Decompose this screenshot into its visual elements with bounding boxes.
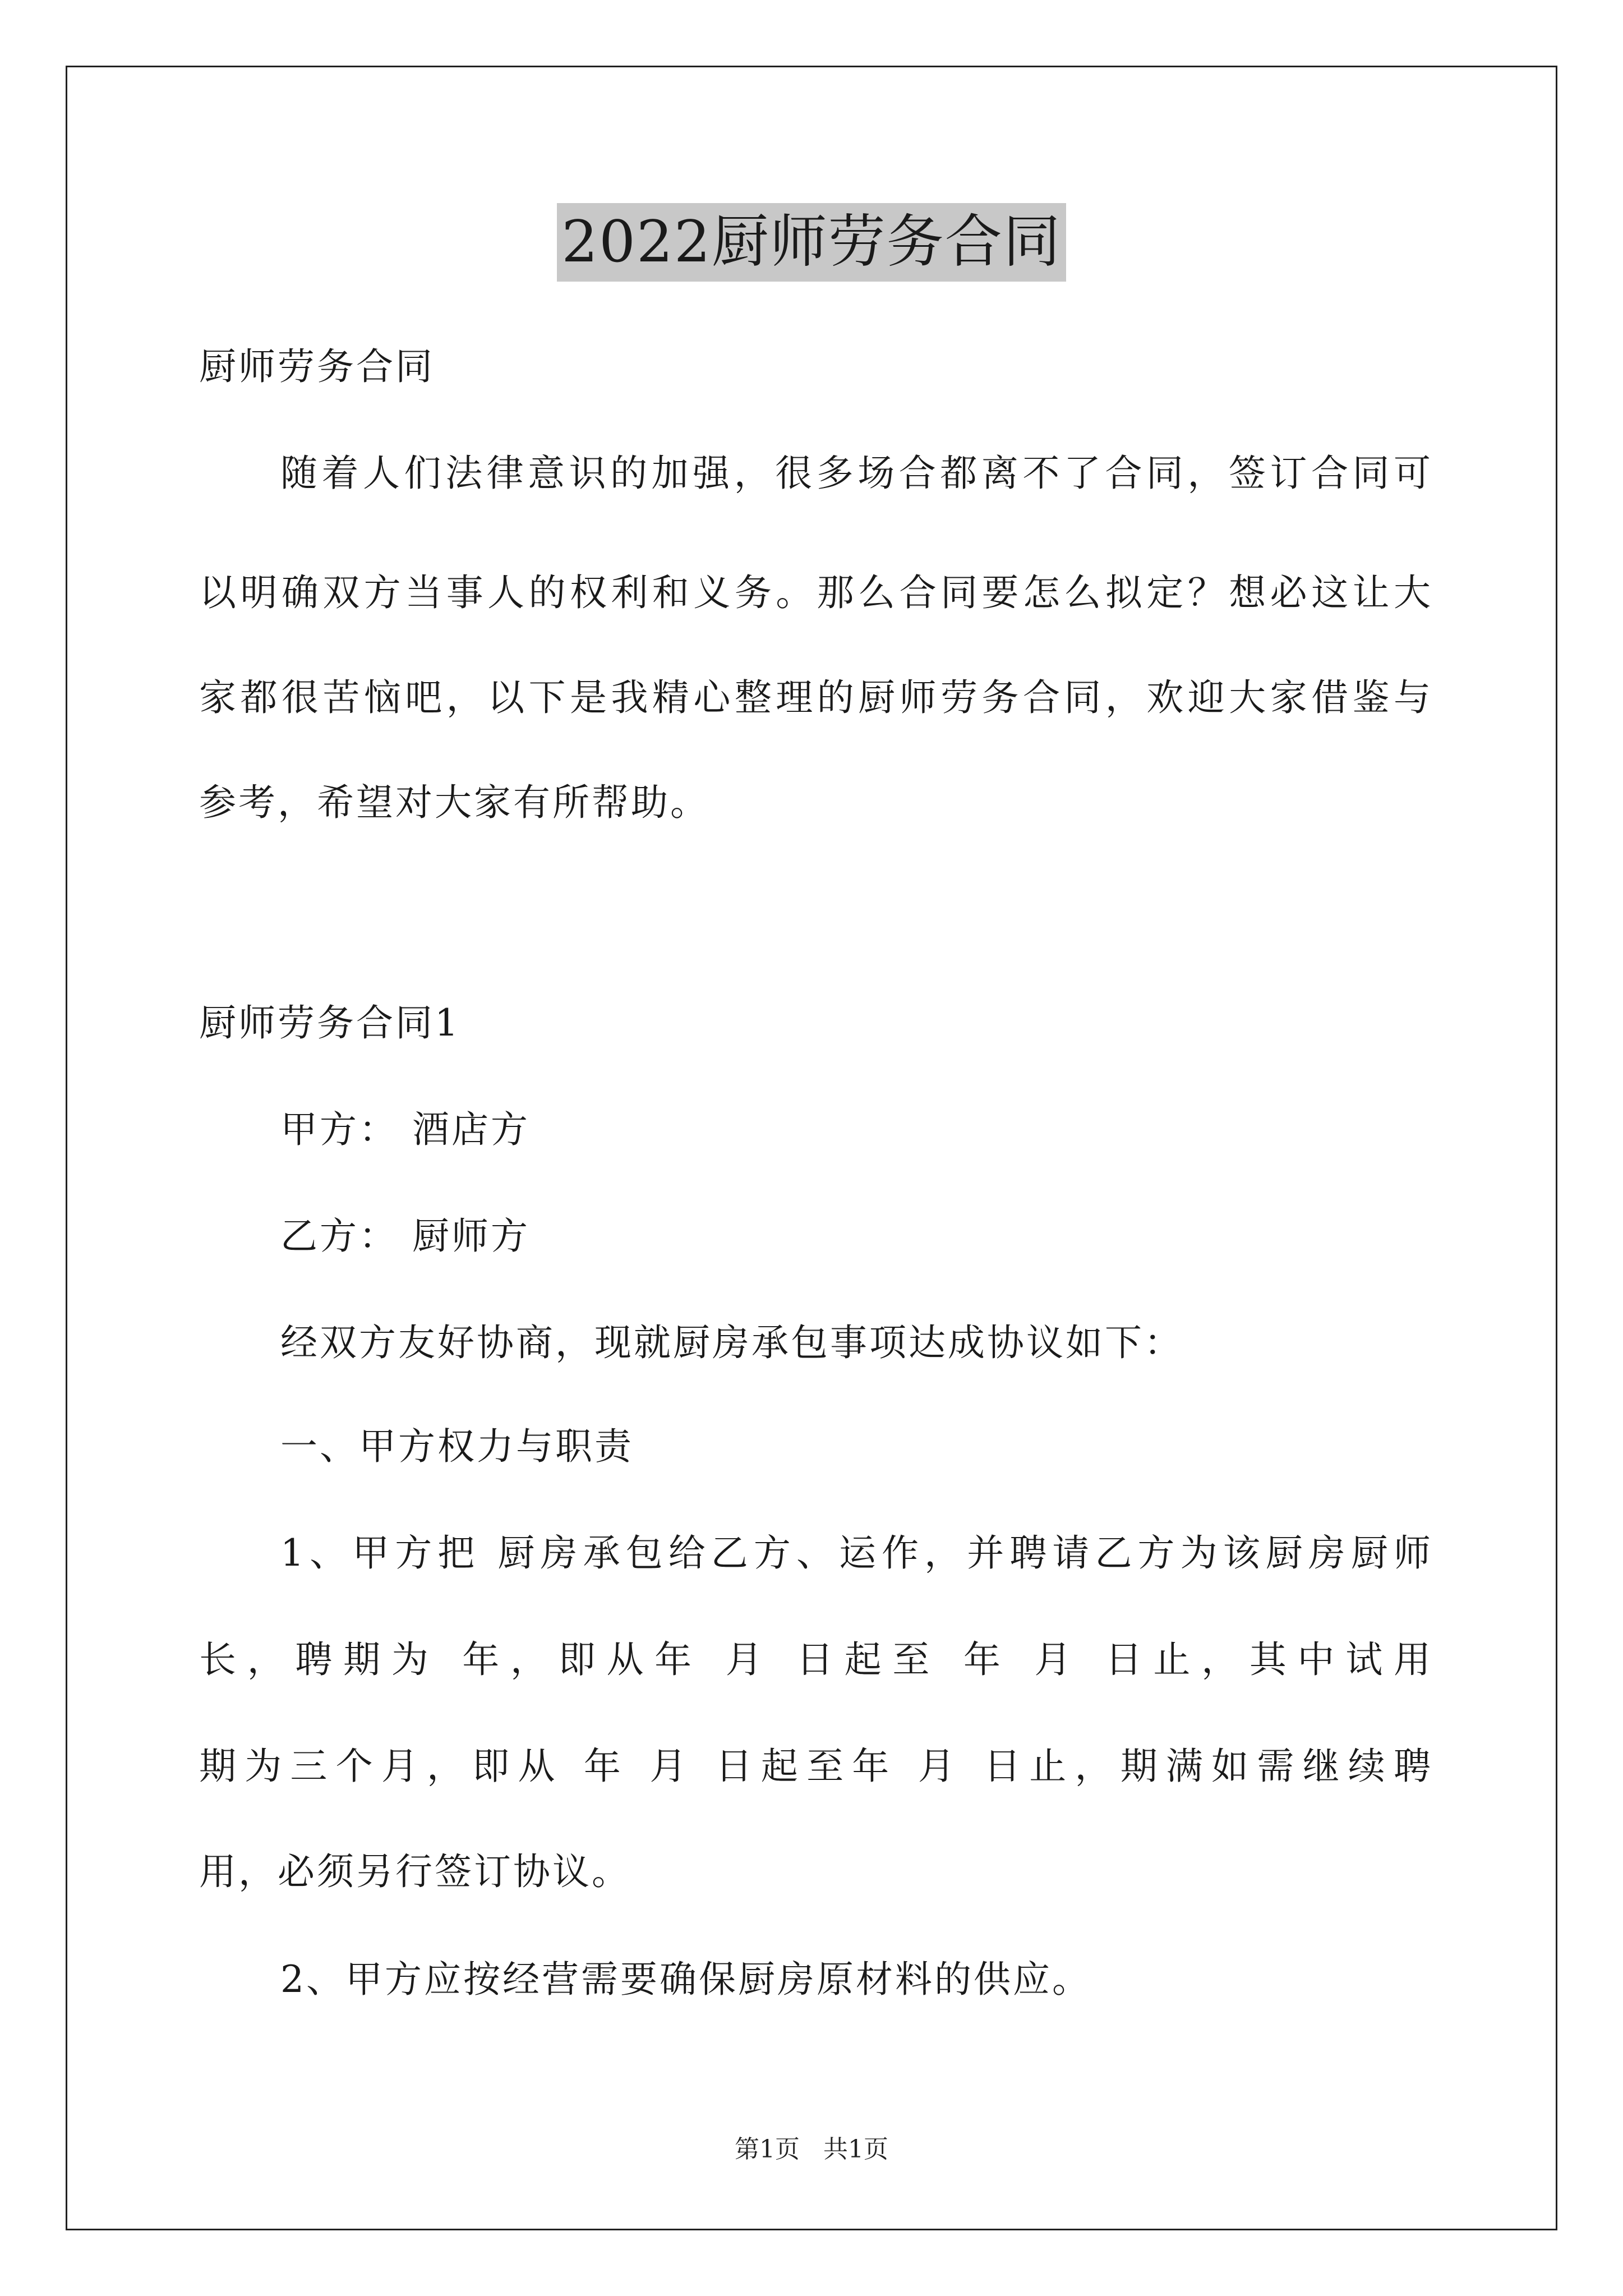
title-container — [0, 203, 1623, 282]
intro-line-4: 参考，希望对大家有所帮助。 — [199, 781, 709, 824]
clause-heading: 一、甲方权力与职责 — [280, 1425, 634, 1468]
intro-line-2: 以明确双方当事人的权利和义务。那么合同要怎么拟定？想必这让大 — [199, 571, 1433, 614]
document-subtitle: 厨师劳务合同 — [199, 345, 435, 388]
item1-line-1: 1、甲方把 厨房承包给乙方、运作，并聘请乙方为该厨房厨师 — [280, 1531, 1433, 1575]
intro-line-1: 随着人们法律意识的加强，很多场合都离不了合同，签订合同可 — [280, 452, 1433, 495]
party-b: 乙方： 厨师方 — [280, 1214, 530, 1258]
page-current: 第1页 — [735, 2135, 800, 2164]
item1-line-2: 长，聘期为 年，即从年 月 日起至 年 月 日止，其中试用 — [199, 1638, 1433, 1681]
item1-line-3: 期为三个月，即从 年 月 日起至年 月 日止，期满如需继续聘 — [199, 1745, 1433, 1788]
party-a: 甲方： 酒店方 — [280, 1108, 530, 1151]
agreement-intro: 经双方友好协商，现就厨房承包事项达成协议如下： — [280, 1321, 1183, 1364]
section-heading: 厨师劳务合同1 — [199, 1001, 460, 1045]
item1-line-4: 用，必须另行签订协议。 — [199, 1850, 631, 1893]
intro-line-3: 家都很苦恼吧，以下是我精心整理的厨师劳务合同，欢迎大家借鉴与 — [199, 676, 1433, 719]
item2: 2、甲方应按经营需要确保厨房原材料的供应。 — [280, 1958, 1091, 2001]
page-footer — [0, 2129, 1623, 2165]
page-total: 共1页 — [823, 2135, 888, 2164]
document-title: 2022厨师劳务合同 — [557, 203, 1066, 282]
